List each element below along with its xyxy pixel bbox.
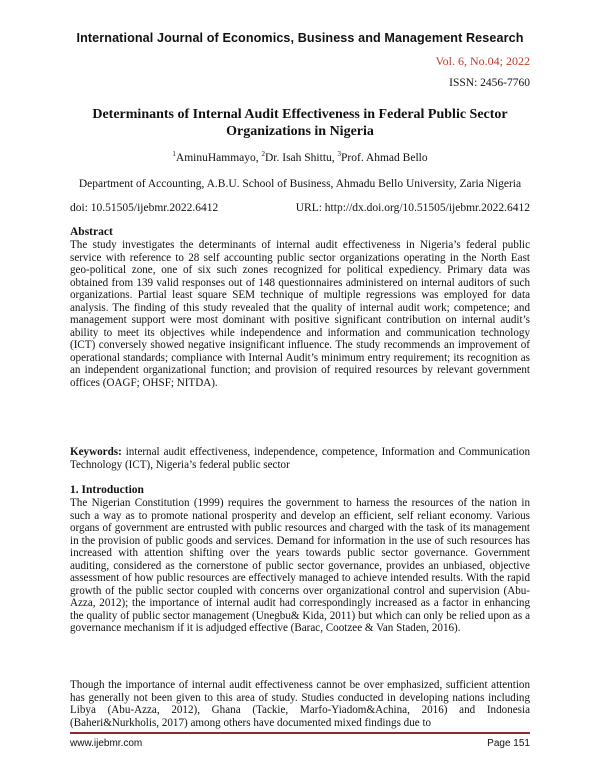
author-1-number: 1: [172, 150, 176, 158]
introduction-paragraph-2: Though the importance of internal audit effectiveness cannot be over emphasized, sufficient attention has generally not been given to this area of study. Studies conducted in developing nations including Libya (Abu-Azza, 2012), Ghana (Tackie, Marfo-Yiadom&Achina, 2016) and Indonesia (Baheri&Nurkholis, 2017) among others have documented mixed findings due to: [70, 679, 530, 729]
author-list: [0, 150, 600, 164]
introduction-heading: 1. Introduction: [70, 484, 144, 496]
page-number: Page 151: [487, 738, 530, 749]
abstract-text: The study investigates the determinants of internal audit effectiveness in Nigeria’s federal public service with reference to 28 self accounting public sector organizations operating in the North East geo-political zone, one of six such zones recognized for political expediency. Primary data was obtained from 139 valid responses out of 148 questionnaires administered on internal auditors of such organizations. Partial least square SEM technique of multiple regressions was employed for data analysis. The finding of this study revealed that the quality of internal audit work; competence; and management support were most dominant with positive significant contribution on internal audit’s ability to meet its objectives while independence and information and communication technology (ICT) conversely showed negative insignificant influence. The study recommends an improvement of operational standards; compliance with Internal Audit’s minimum entry requirement; its recognition as an independent organizational function; and provision of required resources by relevant government offices (OAGF; OHSF; NITDA).: [70, 239, 530, 389]
keywords: [70, 446, 530, 471]
doi-row: [70, 202, 530, 214]
author-2: Dr. Isah Shittu,: [265, 151, 338, 164]
doi: doi: 10.51505/ijebmr.2022.6412: [70, 202, 219, 214]
author-2-number: 2: [261, 150, 265, 158]
journal-name: International Journal of Economics, Business and Management Research: [76, 31, 524, 45]
author-3: Prof. Ahmad Bello: [341, 151, 428, 164]
doi-url[interactable]: URL: http://dx.doi.org/10.51505/ijebmr.2022.6412: [295, 202, 530, 214]
paper-title: Determinants of Internal Audit Effectiveness in Federal Public Sector Organizations in Nigeria: [92, 107, 508, 139]
affiliation: Department of Accounting, A.B.U. School of Business, Ahmadu Bello University, Zaria Nigeria: [78, 178, 522, 190]
keywords-label: Keywords:: [70, 446, 122, 458]
keywords-text: internal audit effectiveness, independence, competence, Information and Communication Technology (ICT), Nigeria’s federal public sector: [70, 446, 530, 471]
abstract-heading: Abstract: [70, 226, 113, 238]
footer-website[interactable]: www.ijebmr.com: [70, 738, 143, 749]
volume-issue: Vol. 6, No.04; 2022: [435, 54, 530, 68]
author-3-number: 3: [337, 150, 342, 158]
issn: ISSN: 2456-7760: [449, 77, 530, 89]
author-1: AminuHammayo,: [175, 151, 262, 164]
footer-rule: [70, 732, 530, 734]
introduction-paragraph-1: The Nigerian Constitution (1999) requires the government to harness the resources of the nation in such a way as to promote national prosperity and develop an efficient, self reliant economy. Various organs of government are entrusted with public resources and charged with the task of its management in the provision of public goods and services. Demand for information in the use of such resources has increased with attention shifting over the years towards public sector governance. Government auditing, considered as the cornerstone of public sector governance, provides an unbiased, objective assessment of how public resources are effectively managed to achieve intended results. With the rapid growth of the public sector coupled with concerns over organizational control and supervision (Abu-Azza, 2012); the importance of internal audit had correspondingly increased as a factor in enhancing the quality of public sector management (Unegbu& Kida, 2011) but which can only be relied upon as a governance mechanism if it is adjudged effective (Barac, Cootzee & Van Staden, 2016).: [70, 497, 530, 634]
